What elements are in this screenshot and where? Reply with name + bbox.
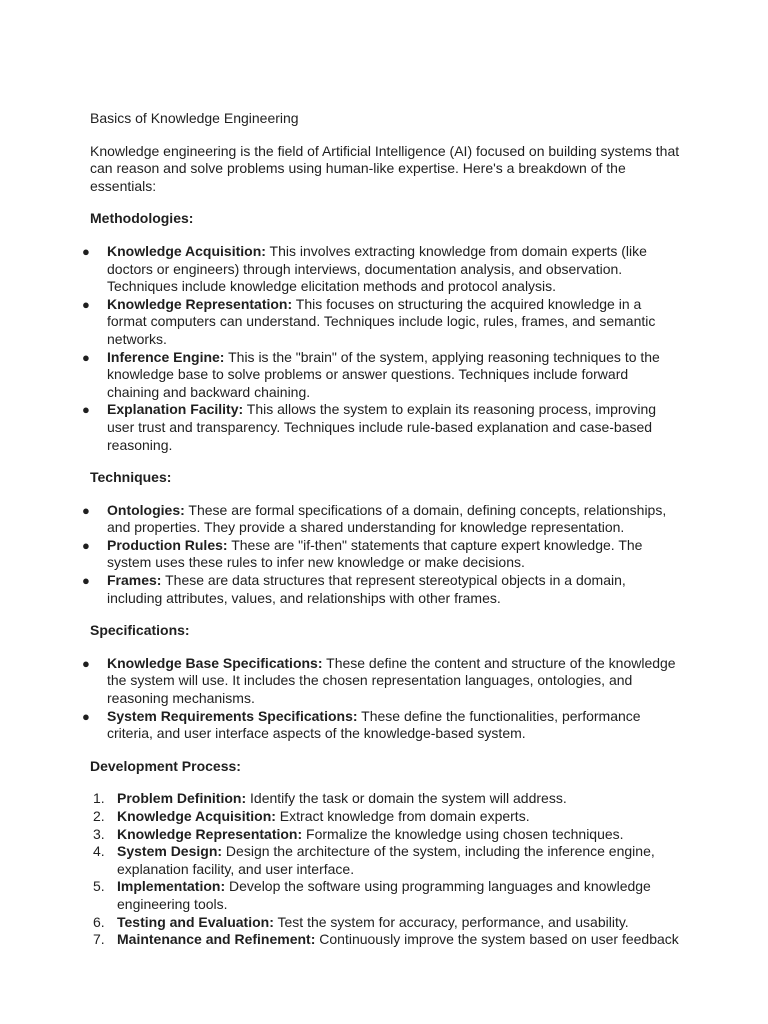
bullet-icon: ● [82,537,90,553]
development-process-heading: Development Process: [90,757,241,774]
list-item [82,348,680,402]
item-term: Ontologies: [107,501,185,518]
list-item [82,572,680,607]
item-term: Frames: [107,572,162,589]
techniques-list [82,501,680,608]
item-term: System Design: [117,843,223,860]
list-item [82,501,680,537]
item-text: These define the functionalities, performance criteria, and user interface aspects of the knowledge-based system. [107,707,641,742]
item-text: Extract knowledge from domain experts. [275,808,530,824]
item-term: Knowledge Representation: [117,825,303,842]
list-item [82,295,680,349]
methodologies-list [82,242,680,454]
list-item [90,808,680,826]
list-item [82,536,680,572]
specifications-list [82,654,680,743]
item-term: Knowledge Base Specifications: [107,654,323,671]
step-number: 1. [93,790,105,807]
list-item [90,826,680,844]
bullet-icon: ● [82,402,90,418]
bullet-icon: ● [82,708,90,724]
step-number: 7. [93,931,105,948]
item-term: Knowledge Acquisition: [117,808,276,824]
item-text: This is the "brain" of the system, applying reasoning techniques to the knowledge base to solve problems or answer questions. Techniques include forward chaining and backward chaining. [107,348,660,400]
step-number: 4. [93,843,105,860]
item-term: Explanation Facility: [107,401,244,418]
development-process-list [90,790,680,948]
list-item [90,878,680,913]
item-term: Knowledge Representation: [107,295,293,312]
methodologies-heading: Methodologies: [90,210,194,227]
item-text: Formalize the knowledge using chosen techniques. [302,825,624,842]
list-item [90,931,680,949]
list-item [90,914,680,932]
item-text: This allows the system to explain its reasoning process, improving user trust and transparency. Techniques include rule-based explanation and case-based reasoning. [107,401,657,453]
techniques-heading: Techniques: [90,469,172,486]
item-text: Identify the task or domain the system will address. [246,790,567,807]
document-title: Basics of Knowledge Engineering [90,110,299,126]
item-text: This focuses on structuring the acquired knowledge in a format computers can understand. Techniques include logic, rules, frames, and semantic networks. [107,295,656,347]
document-page [82,110,680,949]
step-number: 2. [93,808,105,824]
item-term: Inference Engine: [107,348,225,365]
item-text: These are formal specifications of a domain, defining concepts, relationships, and properties. They provide a shared understanding for knowledge representation. [107,501,667,536]
list-item [82,401,680,454]
item-text: This involves extracting knowledge from domain experts (like doctors or engineers) through interviews, documentation analysis, and observation. Techniques include knowledge elicitation methods and protocol analysis. [107,242,647,295]
list-item [82,654,680,708]
bullet-icon: ● [82,243,90,259]
list-item [90,843,680,878]
item-text: These are "if-then" statements that capture expert knowledge. The system uses these rules to infer new knowledge or make decisions. [107,536,643,571]
item-text: These define the content and structure of the knowledge the system will use. It includes the chosen representation languages, ontologies, and reasoning mechanisms. [107,654,676,707]
list-item [82,707,680,743]
step-number: 3. [93,825,105,842]
item-text: Develop the software using programming languages and knowledge engineering tools. [117,878,651,912]
item-term: Implementation: [117,878,226,895]
step-number: 6. [93,913,105,930]
item-term: System Requirements Specifications: [107,707,358,724]
intro-paragraph: Knowledge engineering is the field of Artificial Intelligence (AI) focused on building systems that can reason and solve problems using human-like expertise. Here's a breakdown of the essentials: [90,142,680,194]
bullet-icon: ● [82,296,90,312]
item-text: These are data structures that represent stereotypical objects in a domain, including attributes, values, and relationships with other frames. [107,572,626,606]
item-term: Testing and Evaluation: [117,913,274,930]
item-text: Design the architecture of the system, including the inference engine, explanation facility, and user interface. [117,843,655,877]
item-text: Test the system for accuracy, performance, and usability. [273,913,629,930]
list-item [82,242,680,296]
step-number: 5. [93,878,105,895]
item-term: Knowledge Acquisition: [107,242,266,259]
list-item [90,790,680,808]
bullet-icon: ● [82,502,90,518]
specifications-heading: Specifications: [90,622,190,639]
item-term: Maintenance and Refinement: [117,931,316,948]
bullet-icon: ● [82,655,90,671]
bullet-icon: ● [82,349,90,365]
item-term: Problem Definition: [117,790,247,807]
bullet-icon: ● [82,573,90,589]
item-term: Production Rules: [107,536,228,553]
item-text: Continuously improve the system based on user feedback [315,931,679,948]
